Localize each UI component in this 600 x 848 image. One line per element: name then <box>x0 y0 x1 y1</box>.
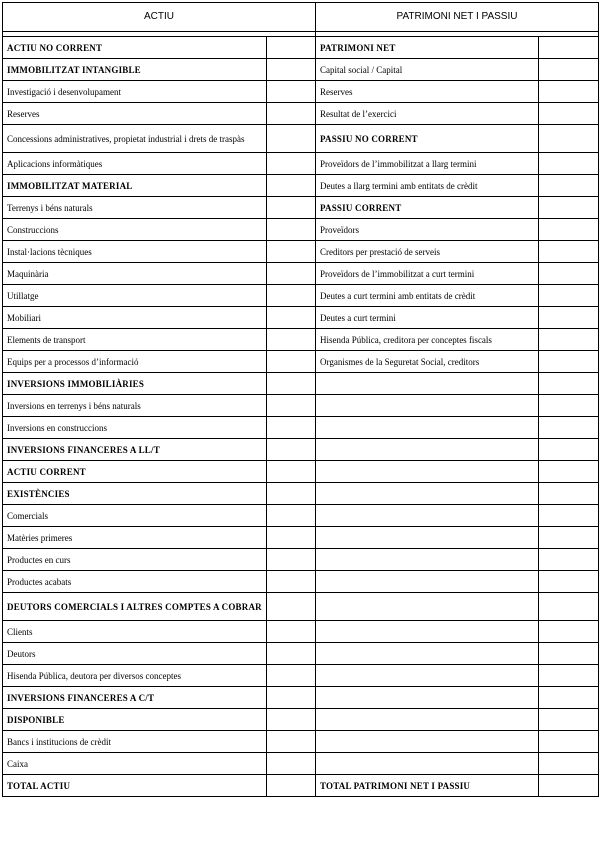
actiu-label: Clients <box>3 621 267 643</box>
actiu-amount-cell[interactable] <box>267 417 316 439</box>
actiu-label: Hisenda Pública, deutora per diversos conceptes <box>3 665 267 687</box>
actiu-label: Bancs i institucions de crèdit <box>3 731 267 753</box>
passiu-amount-cell[interactable] <box>539 81 599 103</box>
passiu-label: Creditors per prestació de serveis <box>316 241 539 263</box>
actiu-amount-cell[interactable] <box>267 483 316 505</box>
actiu-amount-cell[interactable] <box>267 241 316 263</box>
passiu-label <box>316 417 539 439</box>
actiu-amount-cell[interactable] <box>267 59 316 81</box>
header-row <box>3 3 599 32</box>
actiu-amount-cell[interactable] <box>267 527 316 549</box>
actiu-label: Utillatge <box>3 285 267 307</box>
actiu-label: Equips per a processos d’informació <box>3 351 267 373</box>
actiu-amount-cell[interactable] <box>267 395 316 417</box>
passiu-amount-cell[interactable] <box>539 687 599 709</box>
passiu-amount-cell[interactable] <box>539 775 599 797</box>
passiu-amount-cell[interactable] <box>539 753 599 775</box>
passiu-label <box>316 621 539 643</box>
table-row <box>3 197 599 219</box>
passiu-label <box>316 665 539 687</box>
actiu-label: IMMOBILITZAT MATERIAL <box>3 175 267 197</box>
actiu-label: DISPONIBLE <box>3 709 267 731</box>
actiu-label: Caixa <box>3 753 267 775</box>
actiu-amount-cell[interactable] <box>267 37 316 59</box>
passiu-amount-cell[interactable] <box>539 351 599 373</box>
actiu-label: ACTIU CORRENT <box>3 461 267 483</box>
header-patrimoni-net-passiu: PATRIMONI NET I PASSIU <box>316 3 599 32</box>
actiu-label: Concessions administratives, propietat industrial i drets de traspàs <box>3 125 267 153</box>
actiu-label: Productes acabats <box>3 571 267 593</box>
table-row <box>3 417 599 439</box>
actiu-label: EXISTÈNCIES <box>3 483 267 505</box>
table-row <box>3 263 599 285</box>
actiu-amount-cell[interactable] <box>267 731 316 753</box>
actiu-label: INVERSIONS FINANCERES A C/T <box>3 687 267 709</box>
actiu-amount-cell[interactable] <box>267 197 316 219</box>
passiu-label <box>316 571 539 593</box>
passiu-label <box>316 461 539 483</box>
table-row <box>3 37 599 59</box>
actiu-amount-cell[interactable] <box>267 103 316 125</box>
passiu-label <box>316 643 539 665</box>
actiu-amount-cell[interactable] <box>267 125 316 153</box>
actiu-label: ACTIU NO CORRENT <box>3 37 267 59</box>
passiu-label: Proveïdors de l’immobilitzat a llarg termini <box>316 153 539 175</box>
table-row <box>3 373 599 395</box>
table-row <box>3 571 599 593</box>
actiu-amount-cell[interactable] <box>267 643 316 665</box>
table-row <box>3 81 599 103</box>
actiu-amount-cell[interactable] <box>267 687 316 709</box>
passiu-label: Proveïdors <box>316 219 539 241</box>
passiu-amount-cell[interactable] <box>539 219 599 241</box>
passiu-amount-cell[interactable] <box>539 125 599 153</box>
actiu-label: Terrenys i béns naturals <box>3 197 267 219</box>
passiu-label: PASSIU NO CORRENT <box>316 125 539 153</box>
table-row <box>3 351 599 373</box>
actiu-label: IMMOBILITZAT INTANGIBLE <box>3 59 267 81</box>
passiu-label <box>316 549 539 571</box>
actiu-amount-cell[interactable] <box>267 175 316 197</box>
passiu-label: Reserves <box>316 81 539 103</box>
passiu-amount-cell[interactable] <box>539 461 599 483</box>
table-row <box>3 153 599 175</box>
passiu-amount-cell[interactable] <box>539 549 599 571</box>
actiu-amount-cell[interactable] <box>267 153 316 175</box>
actiu-label: Maquinària <box>3 263 267 285</box>
passiu-label <box>316 439 539 461</box>
actiu-label: Instal·lacions tècniques <box>3 241 267 263</box>
passiu-amount-cell[interactable] <box>539 665 599 687</box>
actiu-label: TOTAL ACTIU <box>3 775 267 797</box>
actiu-amount-cell[interactable] <box>267 621 316 643</box>
passiu-amount-cell[interactable] <box>539 263 599 285</box>
actiu-amount-cell[interactable] <box>267 219 316 241</box>
table-row <box>3 731 599 753</box>
actiu-amount-cell[interactable] <box>267 439 316 461</box>
passiu-amount-cell[interactable] <box>539 593 599 621</box>
passiu-amount-cell[interactable] <box>539 731 599 753</box>
actiu-label: Investigació i desenvolupament <box>3 81 267 103</box>
actiu-amount-cell[interactable] <box>267 549 316 571</box>
table-row <box>3 593 599 621</box>
passiu-label: Organismes de la Seguretat Social, creditors <box>316 351 539 373</box>
passiu-label <box>316 483 539 505</box>
passiu-label: Hisenda Pública, creditora per conceptes fiscals <box>316 329 539 351</box>
actiu-label: INVERSIONS FINANCERES A LL/T <box>3 439 267 461</box>
passiu-amount-cell[interactable] <box>539 329 599 351</box>
passiu-amount-cell[interactable] <box>539 307 599 329</box>
passiu-label: Proveïdors de l’immobilitzat a curt termini <box>316 263 539 285</box>
passiu-amount-cell[interactable] <box>539 621 599 643</box>
actiu-label: Reserves <box>3 103 267 125</box>
balance-sheet <box>2 2 598 797</box>
table-row <box>3 125 599 153</box>
actiu-label: Inversions en construccions <box>3 417 267 439</box>
table-row <box>3 549 599 571</box>
passiu-amount-cell[interactable] <box>539 709 599 731</box>
table-row <box>3 753 599 775</box>
passiu-label: Resultat de l’exercici <box>316 103 539 125</box>
actiu-label: INVERSIONS IMMOBILIÀRIES <box>3 373 267 395</box>
table-row <box>3 59 599 81</box>
passiu-label: Capital social / Capital <box>316 59 539 81</box>
table-row <box>3 285 599 307</box>
actiu-amount-cell[interactable] <box>267 775 316 797</box>
actiu-label: Matèries primeres <box>3 527 267 549</box>
table-row <box>3 709 599 731</box>
actiu-amount-cell[interactable] <box>267 81 316 103</box>
passiu-amount-cell[interactable] <box>539 395 599 417</box>
passiu-label <box>316 505 539 527</box>
passiu-label <box>316 753 539 775</box>
balance-table <box>2 2 599 797</box>
passiu-label: PASSIU CORRENT <box>316 197 539 219</box>
passiu-amount-cell[interactable] <box>539 571 599 593</box>
table-row <box>3 219 599 241</box>
actiu-label: Aplicacions informàtiques <box>3 153 267 175</box>
passiu-amount-cell[interactable] <box>539 175 599 197</box>
table-row <box>3 461 599 483</box>
passiu-amount-cell[interactable] <box>539 103 599 125</box>
passiu-amount-cell[interactable] <box>539 59 599 81</box>
passiu-label: Deutes a curt termini <box>316 307 539 329</box>
passiu-label: TOTAL PATRIMONI NET I PASSIU <box>316 775 539 797</box>
actiu-label: Elements de transport <box>3 329 267 351</box>
actiu-label: Comercials <box>3 505 267 527</box>
table-row <box>3 687 599 709</box>
passiu-amount-cell[interactable] <box>539 527 599 549</box>
table-body <box>3 32 599 797</box>
passiu-label: PATRIMONI NET <box>316 37 539 59</box>
passiu-amount-cell[interactable] <box>539 439 599 461</box>
passiu-amount-cell[interactable] <box>539 643 599 665</box>
table-row <box>3 527 599 549</box>
passiu-label <box>316 687 539 709</box>
actiu-amount-cell[interactable] <box>267 505 316 527</box>
actiu-amount-cell[interactable] <box>267 461 316 483</box>
actiu-label: Inversions en terrenys i béns naturals <box>3 395 267 417</box>
actiu-amount-cell[interactable] <box>267 263 316 285</box>
actiu-amount-cell[interactable] <box>267 329 316 351</box>
passiu-label <box>316 395 539 417</box>
passiu-amount-cell[interactable] <box>539 241 599 263</box>
table-row <box>3 775 599 797</box>
passiu-amount-cell[interactable] <box>539 197 599 219</box>
passiu-amount-cell[interactable] <box>539 37 599 59</box>
header-actiu: ACTIU <box>3 3 316 32</box>
actiu-amount-cell[interactable] <box>267 351 316 373</box>
actiu-amount-cell[interactable] <box>267 665 316 687</box>
table-row <box>3 483 599 505</box>
passiu-label <box>316 527 539 549</box>
table-row <box>3 665 599 687</box>
actiu-label: DEUTORS COMERCIALS I ALTRES COMPTES A COBRAR <box>3 593 267 621</box>
passiu-amount-cell[interactable] <box>539 417 599 439</box>
passiu-label <box>316 373 539 395</box>
actiu-amount-cell[interactable] <box>267 753 316 775</box>
table-row <box>3 175 599 197</box>
table-row <box>3 307 599 329</box>
passiu-label <box>316 593 539 621</box>
actiu-amount-cell[interactable] <box>267 373 316 395</box>
actiu-label: Deutors <box>3 643 267 665</box>
passiu-amount-cell[interactable] <box>539 373 599 395</box>
table-row <box>3 505 599 527</box>
actiu-label: Productes en curs <box>3 549 267 571</box>
table-row <box>3 643 599 665</box>
passiu-label <box>316 731 539 753</box>
passiu-label <box>316 709 539 731</box>
actiu-amount-cell[interactable] <box>267 307 316 329</box>
actiu-label: Mobiliari <box>3 307 267 329</box>
passiu-amount-cell[interactable] <box>539 505 599 527</box>
actiu-amount-cell[interactable] <box>267 709 316 731</box>
actiu-amount-cell[interactable] <box>267 593 316 621</box>
passiu-amount-cell[interactable] <box>539 483 599 505</box>
actiu-amount-cell[interactable] <box>267 571 316 593</box>
table-row <box>3 439 599 461</box>
table-row <box>3 395 599 417</box>
passiu-amount-cell[interactable] <box>539 285 599 307</box>
passiu-amount-cell[interactable] <box>539 153 599 175</box>
passiu-label: Deutes a llarg termini amb entitats de crèdit <box>316 175 539 197</box>
passiu-label: Deutes a curt termini amb entitats de crèdit <box>316 285 539 307</box>
actiu-amount-cell[interactable] <box>267 285 316 307</box>
table-row <box>3 621 599 643</box>
table-row <box>3 329 599 351</box>
table-row <box>3 241 599 263</box>
actiu-label: Construccions <box>3 219 267 241</box>
table-row <box>3 103 599 125</box>
